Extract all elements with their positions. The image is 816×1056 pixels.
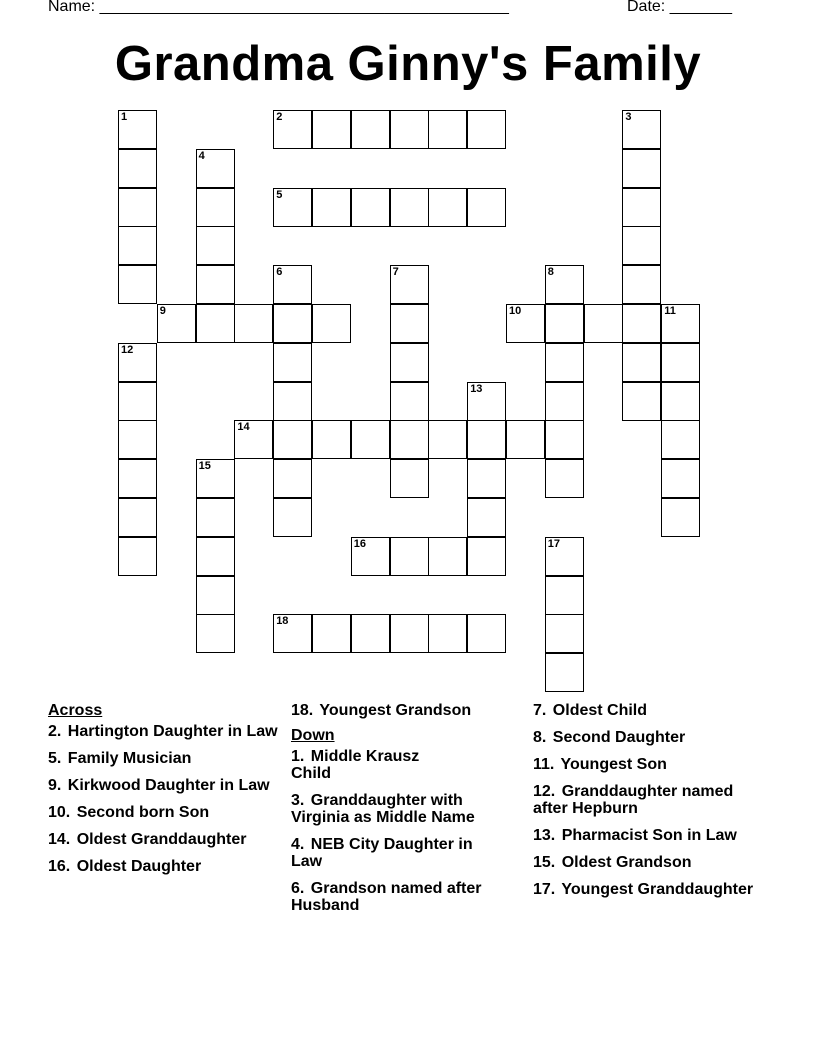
- name-field-label: Name: ______________________________________________: [48, 0, 509, 15]
- grid-cell[interactable]: [390, 382, 429, 421]
- grid-cell[interactable]: [234, 420, 273, 459]
- grid-cell[interactable]: [545, 420, 584, 459]
- grid-cell[interactable]: [118, 343, 157, 382]
- grid-cell[interactable]: [545, 653, 584, 692]
- grid-cell[interactable]: [467, 537, 506, 576]
- grid-cell[interactable]: [273, 498, 312, 537]
- grid-cell[interactable]: [545, 576, 584, 615]
- grid-cell[interactable]: [118, 459, 157, 498]
- grid-cell[interactable]: [118, 149, 157, 188]
- grid-cell[interactable]: [196, 576, 235, 615]
- clue-down-1: 1. Middle Krausz Child: [291, 748, 420, 782]
- grid-cell[interactable]: [428, 110, 467, 149]
- clue-down-11: 11. Youngest Son: [533, 756, 667, 773]
- grid-cell[interactable]: [234, 304, 273, 343]
- clue-number: 7: [392, 266, 399, 279]
- clue-number: 18: [276, 615, 289, 628]
- grid-cell[interactable]: [273, 110, 312, 149]
- grid-cell[interactable]: [351, 110, 390, 149]
- grid-cell[interactable]: [118, 537, 157, 576]
- grid-cell[interactable]: [661, 459, 700, 498]
- grid-cell[interactable]: [390, 343, 429, 382]
- grid-cell[interactable]: [428, 188, 467, 227]
- grid-cell[interactable]: [196, 226, 235, 265]
- grid-cell[interactable]: [506, 420, 545, 459]
- grid-cell[interactable]: [351, 537, 390, 576]
- clue-number: 3: [625, 111, 632, 123]
- date-field-label: Date: _______: [627, 0, 732, 15]
- clue-number: 17: [547, 537, 561, 550]
- grid-cell[interactable]: [390, 459, 429, 498]
- grid-cell[interactable]: [467, 382, 506, 421]
- grid-cell[interactable]: [196, 304, 235, 343]
- grid-cell[interactable]: [273, 265, 312, 304]
- grid-cell[interactable]: [545, 304, 584, 343]
- grid-cell[interactable]: [273, 459, 312, 498]
- grid-cell[interactable]: [312, 304, 351, 343]
- grid-cell[interactable]: [351, 188, 390, 227]
- clue-number: 13: [470, 382, 483, 395]
- clue-number: 9: [159, 305, 166, 317]
- grid-cell[interactable]: [622, 149, 661, 188]
- clue-number: 11: [664, 305, 676, 317]
- grid-cell[interactable]: [467, 110, 506, 149]
- grid-cell[interactable]: [390, 265, 429, 304]
- grid-cell[interactable]: [118, 265, 157, 304]
- down-heading: Down: [291, 727, 335, 744]
- clue-number: 14: [237, 421, 250, 434]
- clue-down-12: 12. Granddaughter named after Hepburn: [533, 783, 734, 817]
- clue-number: 16: [353, 537, 367, 550]
- grid-cell[interactable]: [467, 498, 506, 537]
- grid-cell[interactable]: [390, 537, 429, 576]
- clue-number: 1: [121, 111, 128, 123]
- grid-cell[interactable]: [545, 382, 584, 421]
- grid-cell[interactable]: [312, 188, 351, 227]
- grid-cell[interactable]: [622, 110, 661, 149]
- grid-cell[interactable]: [118, 498, 157, 537]
- grid-cell[interactable]: [661, 498, 700, 537]
- clues-column-2: [291, 702, 519, 924]
- clue-number: 10: [509, 305, 522, 317]
- grid-cell[interactable]: [545, 343, 584, 382]
- grid-cell[interactable]: [506, 304, 545, 343]
- clue-across-16: 16. Oldest Daughter: [48, 858, 202, 875]
- clue-across-5: 5. Family Musician: [48, 750, 192, 767]
- grid-cell[interactable]: [390, 110, 429, 149]
- clue-down-17: 17. Youngest Granddaughter: [533, 881, 754, 898]
- grid-cell[interactable]: [467, 459, 506, 498]
- grid-cell[interactable]: [118, 382, 157, 421]
- clues-column-3: [533, 702, 763, 908]
- grid-cell[interactable]: [118, 110, 157, 149]
- clue-number: 8: [547, 266, 554, 279]
- clue-across-9: 9. Kirkwood Daughter in Law: [48, 777, 270, 794]
- grid-cell[interactable]: [196, 614, 235, 653]
- grid-cell[interactable]: [661, 304, 700, 343]
- grid-cell[interactable]: [196, 537, 235, 576]
- grid-cell[interactable]: [390, 304, 429, 343]
- grid-cell[interactable]: [622, 343, 661, 382]
- clue-down-13: 13. Pharmacist Son in Law: [533, 827, 737, 844]
- grid-cell[interactable]: [273, 188, 312, 227]
- grid-cell[interactable]: [622, 382, 661, 421]
- grid-cell[interactable]: [467, 420, 506, 459]
- grid-cell[interactable]: [196, 265, 235, 304]
- clue-number: 2: [276, 111, 283, 123]
- grid-cell[interactable]: [545, 459, 584, 498]
- grid-cell[interactable]: [118, 420, 157, 459]
- clue-number: 5: [276, 188, 283, 201]
- grid-cell[interactable]: [661, 382, 700, 421]
- grid-cell[interactable]: [273, 382, 312, 421]
- grid-cell[interactable]: [545, 265, 584, 304]
- grid-cell[interactable]: [428, 537, 467, 576]
- grid-cell[interactable]: [351, 614, 390, 653]
- grid-cell[interactable]: [467, 188, 506, 227]
- clue-down-7: 7. Oldest Child: [533, 702, 648, 719]
- grid-cell[interactable]: [622, 188, 661, 227]
- clue-number: 4: [198, 149, 205, 162]
- grid-cell[interactable]: [622, 304, 661, 343]
- grid-cell[interactable]: [467, 614, 506, 653]
- grid-cell[interactable]: [661, 343, 700, 382]
- grid-cell[interactable]: [273, 614, 312, 653]
- clue-across-18: 18. Youngest Grandson: [291, 702, 472, 719]
- grid-cell[interactable]: [312, 420, 351, 459]
- grid-cell[interactable]: [196, 459, 235, 498]
- grid-cell[interactable]: [196, 188, 235, 227]
- grid-cell[interactable]: [273, 343, 312, 382]
- grid-cell[interactable]: [428, 614, 467, 653]
- across-clues: [48, 702, 288, 885]
- grid-cell[interactable]: [584, 304, 623, 343]
- clue-down-15: 15. Oldest Grandson: [533, 854, 692, 871]
- grid-cell[interactable]: [661, 420, 700, 459]
- grid-cell[interactable]: [196, 149, 235, 188]
- clue-number: 12: [121, 343, 134, 356]
- grid-cell[interactable]: [273, 304, 312, 343]
- grid-cell[interactable]: [196, 498, 235, 537]
- clue-down-3: 3. Granddaughter with Virginia as Middle Name: [291, 792, 475, 826]
- grid-cell[interactable]: [157, 304, 196, 343]
- clue-across-14: 14. Oldest Granddaughter: [48, 831, 247, 848]
- clue-down-4: 4. NEB City Daughter in Law: [291, 836, 473, 870]
- clue-number: 6: [276, 266, 283, 279]
- grid-cell[interactable]: [545, 614, 584, 653]
- grid-cell[interactable]: [273, 420, 312, 459]
- grid-cell[interactable]: [545, 537, 584, 576]
- clue-across-10: 10. Second born Son: [48, 804, 210, 821]
- grid-cell[interactable]: [390, 420, 429, 459]
- grid-cell[interactable]: [390, 614, 429, 653]
- clue-down-6: 6. Grandson named after Husband: [291, 880, 482, 914]
- clue-number: 15: [198, 460, 211, 473]
- grid-cell[interactable]: [312, 614, 351, 653]
- grid-cell[interactable]: [118, 226, 157, 265]
- grid-cell[interactable]: [622, 265, 661, 304]
- grid-cell[interactable]: [312, 110, 351, 149]
- grid-cell[interactable]: [351, 420, 390, 459]
- page-title: Grandma Ginny's Family: [114, 37, 702, 91]
- grid-cell[interactable]: [118, 188, 157, 227]
- clue-across-2: 2. Hartington Daughter in Law: [48, 723, 278, 740]
- across-heading: Across: [48, 702, 103, 719]
- clue-down-8: 8. Second Daughter: [533, 729, 686, 746]
- grid-cell[interactable]: [622, 226, 661, 265]
- grid-cell[interactable]: [428, 420, 467, 459]
- grid-cell[interactable]: [390, 188, 429, 227]
